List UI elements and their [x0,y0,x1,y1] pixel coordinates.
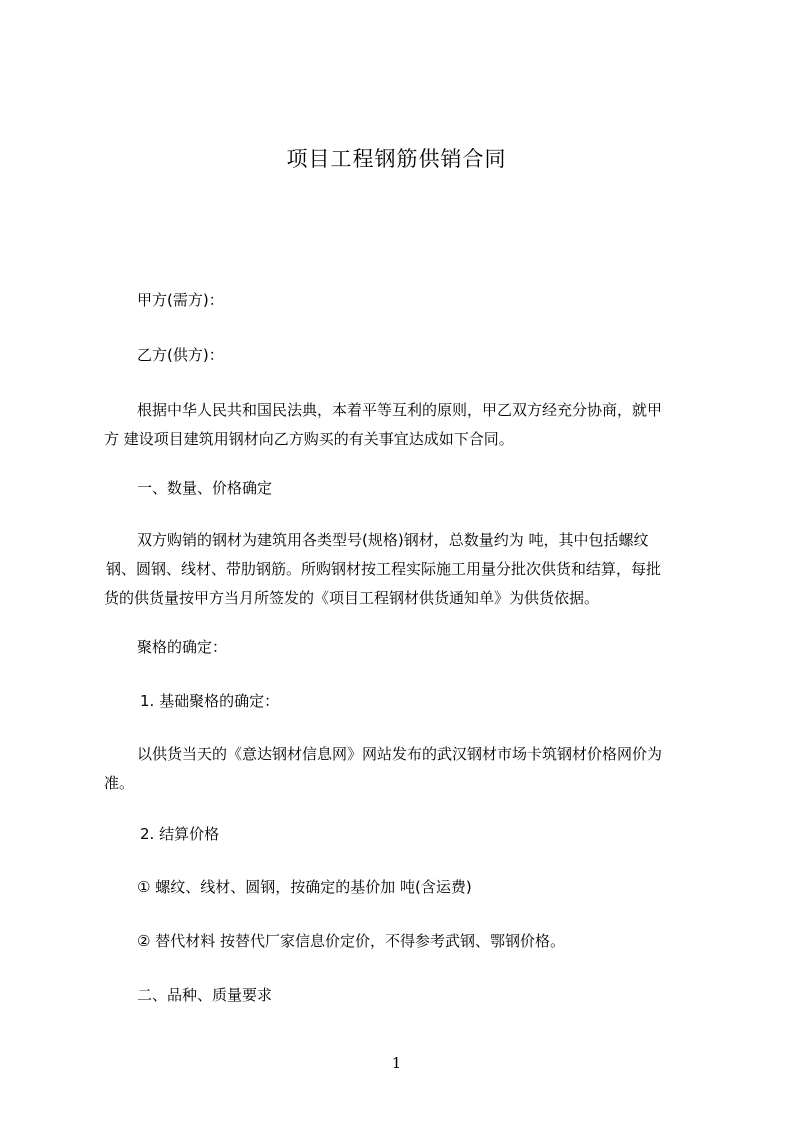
intro-line: 根据中华人民共和国民法典，本着平等互利的原则，甲乙双方经充分协商，就甲 [137,401,663,419]
section1-line: 钢、圆钢、线材、带肋钢筋。所购钢材按工程实际施工用量分批次供货和结算，每批 [106,560,662,578]
intro-line: 方 建设项目建筑用钢材向乙方购买的有关事宜达成如下合同。 [104,430,514,448]
item2-heading: 2. 结算价格 [140,825,220,843]
item2-clause-b: ② 替代材料 按替代厂家信息价定价，不得参考武钢、鄂钢价格。 [137,932,565,950]
item1-line: 准。 [104,774,135,792]
party-b-label: 乙方(供方)： [137,346,224,364]
intro-paragraph [104,396,704,454]
section1-heading: 一、数量、价格确定 [137,479,273,497]
item1-line: 以供货当天的《意达钢材信息网》网站发布的武汉钢材市场卡筑钢材价格网价为 [137,745,663,763]
item1-heading: 1. 基础聚格的确定： [140,692,280,710]
page-number: 1 [391,1054,402,1072]
item1-paragraph [104,740,704,798]
section2-heading: 二、品种、质量要求 [137,986,273,1004]
price-heading: 聚格的确定： [137,638,228,656]
item2-clause-a: ① 螺纹、线材、圆钢，按确定的基价加 吨(含运费) [137,878,472,896]
document-title: 项目工程钢筋供销合同 [286,147,507,171]
section1-line: 双方购销的钢材为建筑用各类型号(规格)钢材，总数量约为 吨，其中包括螺纹 [137,531,649,549]
section1-line: 货的供货量按甲方当月所签发的《项目工程钢材供货通知单》为供货依据。 [104,589,600,607]
section1-paragraph [104,526,704,613]
party-a-label: 甲方(需方)： [137,291,224,309]
